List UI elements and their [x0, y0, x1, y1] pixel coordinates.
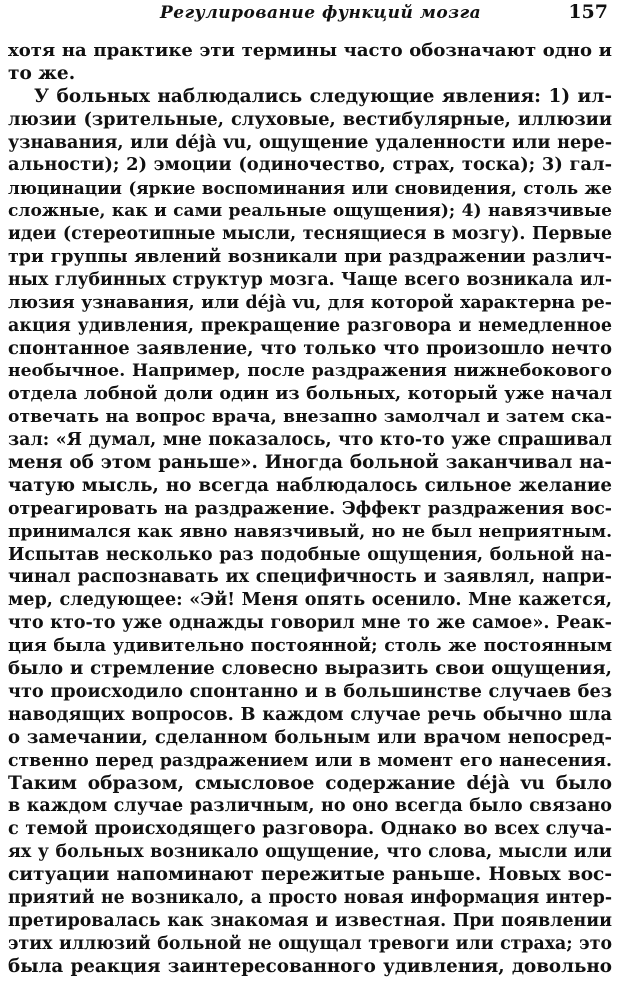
text-line: хотя на практике эти термины часто обозначают одно и	[8, 40, 612, 61]
text-line: три группы явлений возникали при раздражении различ-	[8, 247, 612, 268]
text-line: то же.	[8, 62, 76, 84]
text-line: ция была удивительно постоянной; столь же постоянным	[8, 636, 612, 657]
text-line: узнавания, или déjà vu, ощущение удаленности или нере-	[8, 131, 612, 153]
page-header	[0, 0, 620, 30]
text-line: было и стремление словесно выразить свои ощущения,	[8, 658, 612, 680]
running-title: Регулирование функций мозга	[160, 3, 482, 23]
text-line: необычное. Например, после раздражения нижнебокового	[8, 361, 612, 382]
text-line: сложные, как и сами реальные ощущения); 4) навязчивые	[8, 201, 612, 222]
text-line: наводящих вопросов. В каждом случае речь обычно шла	[8, 703, 612, 725]
text-line: в каждом случае различным, но оно всегда было связано	[8, 796, 612, 817]
text-line: Испытав несколько раз подобные ощущения, больной на-	[8, 544, 612, 565]
text-line: отдела лобной доли один из больных, который уже начал	[8, 383, 612, 405]
text-line: ственно перед раздражением или в момент его нанесения.	[8, 750, 612, 771]
text-line: что происходило спонтанно и в большинстве случаев без	[8, 680, 612, 702]
text-line: люцинации (яркие воспоминания или сновидения, столь же	[8, 178, 612, 199]
text-line: люзии (зрительные, слуховые, вестибулярные, иллюзии	[8, 108, 612, 130]
text-line: Таким образом, смысловое содержание déjà vu было	[8, 772, 612, 794]
text-line: меня об этом раньше». Иногда больной заканчивал на-	[8, 452, 612, 474]
text-line: этих иллюзий больной не ощущал тревоги или страха; это	[8, 933, 612, 954]
text-line: принимался как явно навязчивый, но не был неприятным.	[8, 521, 612, 542]
text-line: приятий не возникало, а просто новая информация интер-	[8, 887, 612, 908]
text-line: идеи (стереотипные мысли, теснящиеся в мозгу). Первые	[8, 224, 612, 245]
text-line: с темой происходящего разговора. Однако во всех случа-	[8, 818, 612, 840]
text-line: зал: «Я думал, мне показалось, что кто-то уже спрашивал	[8, 430, 612, 451]
text-line: мер, следующее: «Эй! Меня опять осенило. Мне кажется,	[8, 589, 612, 611]
text-line: ных глубинных структур мозга. Чаще всего возникала ил-	[8, 269, 612, 290]
text-line: люзия узнавания, или déjà vu, для которой характерна ре-	[8, 292, 612, 313]
text-line: о замечании, сделанном больным или врачом непосред-	[8, 726, 612, 748]
text-line: акция удивления, прекращение разговора и немедленное	[8, 315, 612, 336]
text-line: чатую мысль, но всегда наблюдалось сильное желание	[8, 474, 612, 496]
text-line: что кто-то уже однажды говорил мне то же самое». Реак-	[8, 612, 612, 634]
text-line: претировалась как знакомая и известная. При появлении	[8, 910, 612, 931]
body-text	[8, 40, 612, 979]
text-line: отвечать на вопрос врача, внезапно замолчал и затем ска-	[8, 407, 612, 428]
text-line: отреагировать на раздражение. Эффект раздражения вос-	[8, 498, 612, 519]
text-line: спонтанное заявление, что только что произошло нечто	[8, 337, 612, 359]
text-line: ситуации напоминают пережитые раньше. Новых вос-	[8, 864, 612, 886]
text-line: чинал распознавать их специфичность и заявлял, напри-	[8, 566, 612, 588]
page-number: 157	[568, 1, 608, 23]
text-line: альности); 2) эмоции (одиночество, страх, тоска); 3) гал-	[8, 154, 612, 176]
text-line: У больных наблюдались следующие явления: 1) ил-	[34, 85, 612, 107]
text-line: ях у больных возникало ощущение, что слова, мысли или	[8, 842, 612, 863]
text-line: была реакция заинтересованного удивления, довольно	[8, 955, 612, 977]
